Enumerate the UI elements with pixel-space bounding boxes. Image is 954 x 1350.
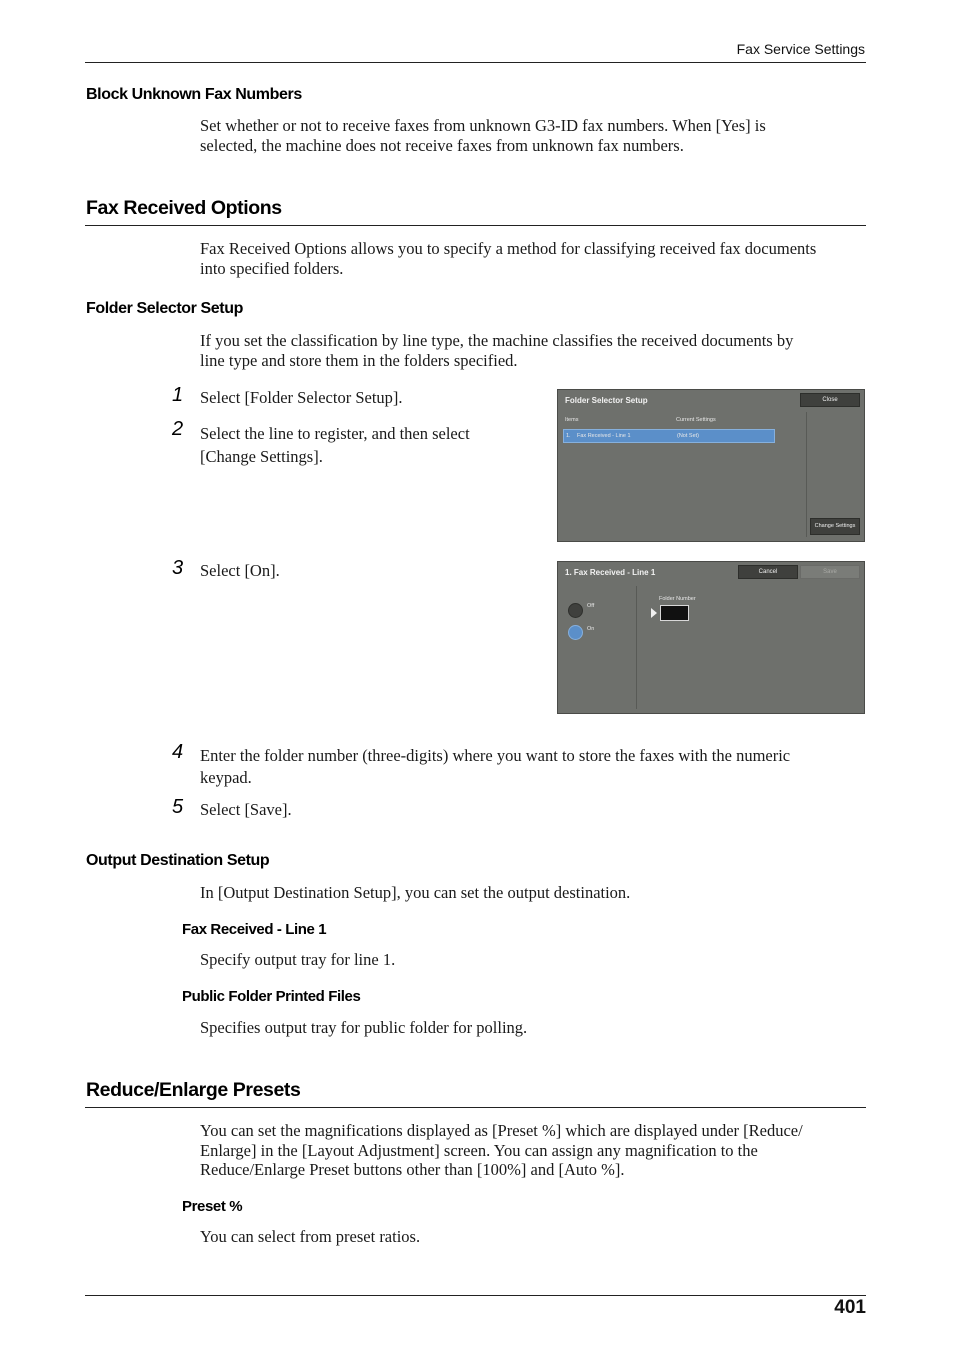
save-button[interactable]: Save bbox=[800, 565, 860, 579]
reduce-enlarge-heading: Reduce/Enlarge Presets bbox=[86, 1079, 301, 1101]
fax-received-line-screen bbox=[557, 561, 865, 714]
step-number: 1 bbox=[172, 384, 184, 406]
body-line: Fax Received Options allows you to specify a method for classifying received fax documents bbox=[200, 239, 817, 258]
section-rule bbox=[85, 225, 866, 226]
step-text: Select [On]. bbox=[200, 561, 280, 580]
fax-received-line1-heading: Fax Received - Line 1 bbox=[182, 921, 327, 938]
step-text bbox=[200, 745, 866, 789]
step-number: 3 bbox=[172, 557, 184, 579]
step-line: [Change Settings]. bbox=[200, 447, 323, 466]
column-header-current: Current Settings bbox=[676, 417, 716, 423]
radio-on[interactable] bbox=[568, 625, 583, 640]
divider bbox=[636, 586, 637, 709]
folder-number-field[interactable] bbox=[660, 605, 689, 621]
footer-rule bbox=[85, 1295, 866, 1296]
header-rule bbox=[85, 62, 866, 63]
column-header-items: Items bbox=[565, 417, 579, 423]
change-settings-button[interactable]: Change Settings bbox=[810, 518, 860, 535]
body-line: into specified folders. bbox=[200, 258, 344, 278]
step-line: Select the line to register, and then select bbox=[200, 424, 470, 443]
step-line: keypad. bbox=[200, 768, 252, 787]
radio-off-label: Off bbox=[587, 603, 595, 609]
radio-on-label: On bbox=[587, 626, 595, 632]
close-button[interactable]: Close bbox=[800, 393, 860, 407]
step-text: Select [Save]. bbox=[200, 800, 292, 819]
reduce-enlarge-body bbox=[200, 1121, 866, 1180]
body-line: Reduce/Enlarge Preset buttons other than [100%] and [Auto %]. bbox=[200, 1160, 625, 1179]
divider bbox=[806, 412, 807, 537]
fax-received-line1-body: Specify output tray for line 1. bbox=[200, 950, 396, 969]
step-line: Enter the folder number (three-digits) where you want to store the faxes with the numeric bbox=[200, 746, 791, 765]
output-destination-body: In [Output Destination Setup], you can set the output destination. bbox=[200, 883, 631, 902]
body-line: Enlarge] in the [Layout Adjustment] screen. You can assign any magnification to the bbox=[200, 1140, 758, 1160]
step-number: 2 bbox=[172, 418, 184, 440]
row-number: 1. bbox=[566, 433, 571, 439]
page-number: 401 bbox=[834, 1297, 866, 1318]
public-folder-heading: Public Folder Printed Files bbox=[182, 988, 361, 1005]
cancel-button[interactable]: Cancel bbox=[738, 565, 798, 579]
body-line: line type and store them in the folders specified. bbox=[200, 350, 518, 370]
line-row-selected[interactable] bbox=[563, 429, 775, 443]
body-line: You can set the magnifications displayed as [Preset %] which are displayed under [Reduce/ bbox=[200, 1121, 803, 1140]
preset-percent-heading: Preset % bbox=[182, 1198, 243, 1215]
radio-off[interactable] bbox=[568, 603, 583, 618]
section-rule bbox=[85, 1107, 866, 1108]
step-number: 4 bbox=[172, 741, 184, 763]
body-line: If you set the classification by line type, the machine classifies the received documents by bbox=[200, 331, 794, 350]
body-line: Set whether or not to receive faxes from unknown G3-ID fax numbers. When [Yes] is bbox=[200, 116, 766, 135]
pointer-arrow-icon bbox=[651, 608, 657, 618]
folder-selector-heading: Folder Selector Setup bbox=[86, 300, 243, 317]
running-header: Fax Service Settings bbox=[736, 41, 865, 57]
row-item: Fax Received - Line 1 bbox=[577, 433, 631, 439]
output-destination-heading: Output Destination Setup bbox=[86, 852, 270, 869]
fax-received-options-heading: Fax Received Options bbox=[86, 197, 282, 219]
folder-selector-screen bbox=[557, 389, 865, 542]
screen-title: 1. Fax Received - Line 1 bbox=[565, 568, 656, 577]
step-text: Select [Folder Selector Setup]. bbox=[200, 388, 403, 407]
public-folder-body: Specifies output tray for public folder for polling. bbox=[200, 1018, 528, 1037]
step-text bbox=[200, 422, 470, 468]
body-line: selected, the machine does not receive faxes from unknown fax numbers. bbox=[200, 135, 684, 155]
folder-number-label: Folder Number bbox=[659, 596, 696, 602]
step-number: 5 bbox=[172, 796, 184, 818]
folder-selector-body bbox=[200, 331, 866, 370]
preset-percent-body: You can select from preset ratios. bbox=[200, 1227, 421, 1246]
screen-title: Folder Selector Setup bbox=[565, 396, 648, 405]
block-unknown-body bbox=[200, 116, 866, 155]
row-value: (Not Set) bbox=[677, 433, 700, 439]
block-unknown-heading: Block Unknown Fax Numbers bbox=[86, 86, 302, 103]
fax-received-options-body bbox=[200, 239, 866, 278]
